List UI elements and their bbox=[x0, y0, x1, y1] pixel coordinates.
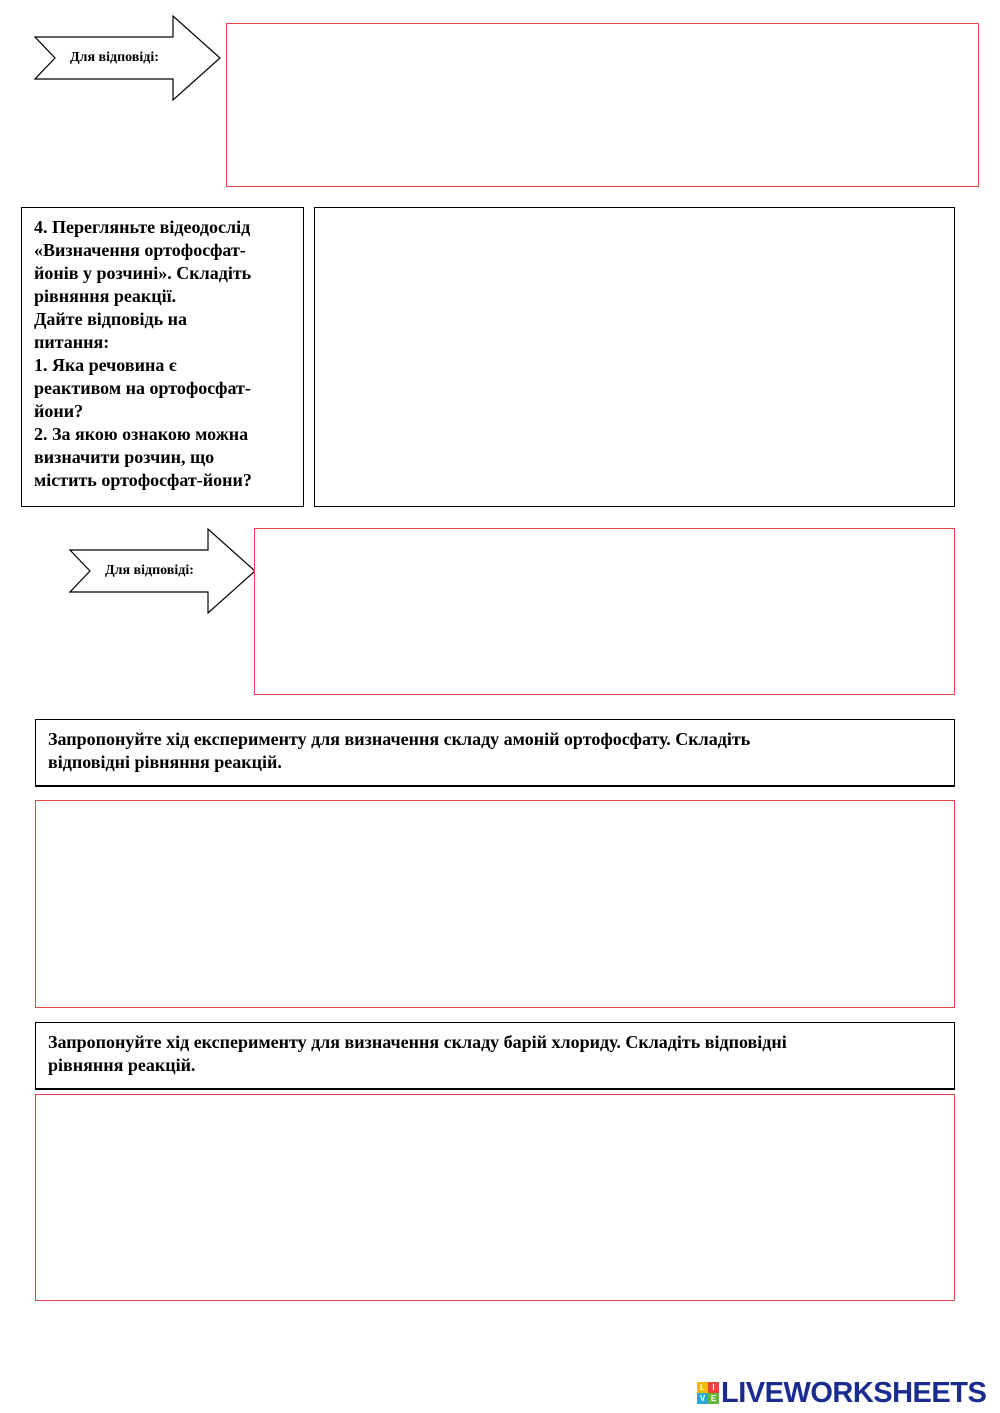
prompt-line: відповідні рівняння реакцій. bbox=[48, 752, 282, 772]
logo-text: LIVEWORKSHEETS bbox=[721, 1377, 987, 1409]
task-4-box bbox=[21, 207, 304, 507]
answer-arrow-2 bbox=[69, 528, 257, 614]
task-line: рівняння реакції. bbox=[34, 286, 177, 306]
logo-tile: I bbox=[708, 1382, 719, 1393]
answer-input-4[interactable] bbox=[36, 1095, 954, 1300]
liveworksheets-logo[interactable] bbox=[697, 1377, 986, 1409]
task-line: містить ортофосфат-йони? bbox=[34, 470, 252, 490]
prompt-box-1 bbox=[35, 719, 955, 787]
answer-arrow-1 bbox=[34, 15, 222, 101]
answer-input-3[interactable] bbox=[36, 801, 954, 1007]
prompt-line: Запропонуйте хід експерименту для визначення складу барій хлориду. Складіть відповідні bbox=[48, 1032, 787, 1052]
prompt-line: рівняння реакцій. bbox=[48, 1055, 196, 1075]
answer-box-3[interactable] bbox=[35, 800, 955, 1008]
answer-box-1[interactable] bbox=[226, 23, 979, 187]
task-line: йони? bbox=[34, 401, 84, 421]
logo-tile: L bbox=[697, 1382, 708, 1393]
arrow-label: Для відповіді: bbox=[105, 563, 194, 578]
task-line: Дайте відповідь на bbox=[34, 309, 188, 329]
task-line: 1. Яка речовина є bbox=[34, 355, 177, 375]
logo-tile: E bbox=[708, 1393, 719, 1404]
arrow-label: Для відповіді: bbox=[70, 50, 159, 65]
video-box[interactable] bbox=[314, 207, 955, 507]
logo-mark-icon bbox=[697, 1382, 719, 1404]
prompt-line: Запропонуйте хід експерименту для визначення складу амоній ортофосфату. Складіть bbox=[48, 729, 751, 749]
logo-tile: V bbox=[697, 1393, 708, 1404]
task-line: реактивом на ортофосфат- bbox=[34, 378, 251, 398]
answer-box-4[interactable] bbox=[35, 1094, 955, 1301]
prompt-box-2 bbox=[35, 1022, 955, 1090]
task-line: йонів у розчині». Складіть bbox=[34, 263, 252, 283]
answer-box-2[interactable] bbox=[254, 528, 955, 695]
answer-input-1[interactable] bbox=[227, 24, 978, 186]
task-line: «Визначення ортофосфат- bbox=[34, 240, 246, 260]
answer-input-2[interactable] bbox=[255, 529, 954, 694]
task-line: 4. Перегляньте відеодослід bbox=[34, 217, 251, 237]
task-line: 2. За якою ознакою можна bbox=[34, 424, 249, 444]
task-line: визначити розчин, що bbox=[34, 447, 215, 467]
task-line: питання: bbox=[34, 332, 110, 352]
